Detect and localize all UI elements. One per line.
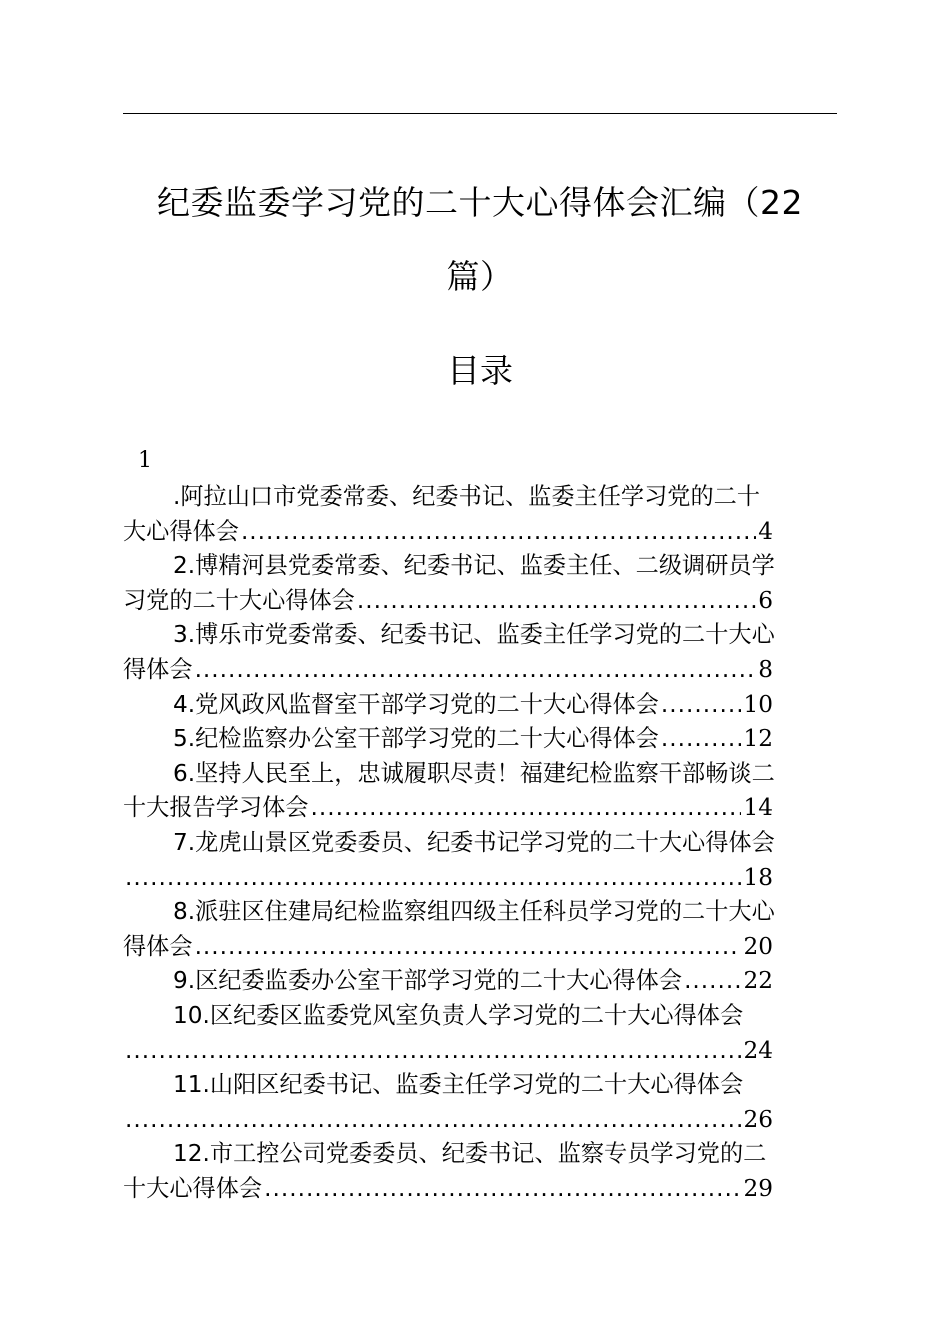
toc-entry[interactable] — [123, 757, 837, 826]
toc-entry-title: 11.山阳区纪委书记、监委主任学习党的二十大心得体会 — [173, 1071, 744, 1099]
dot-leader — [125, 1034, 741, 1069]
toc-page-number: 29 — [743, 1174, 773, 1202]
toc-entry-line-1 — [123, 549, 837, 584]
dot-leader — [125, 861, 741, 896]
toc-entry[interactable] — [123, 480, 837, 549]
dot-leader — [661, 688, 742, 723]
title-line-1: 纪委监委学习党的二十大心得体会汇编（22 — [157, 183, 803, 222]
toc-entry-title: 8.派驻区住建局纪检监察组四级主任科员学习党的二十大心 — [173, 898, 775, 926]
toc-entry-title: 2.博精河县党委常委、纪委书记、监委主任、二级调研员学 — [173, 552, 775, 580]
toc-entry[interactable] — [123, 722, 837, 757]
toc-entry-title: 6.坚持人民至上，忠诚履职尽责！福建纪检监察干部畅谈二 — [173, 759, 775, 787]
dot-leader — [311, 791, 742, 826]
header-rule — [123, 113, 837, 114]
toc-entry-line-2 — [123, 861, 773, 896]
dot-leader — [195, 930, 742, 965]
dot-leader — [195, 653, 757, 688]
toc-entry[interactable] — [123, 895, 837, 964]
toc-page-number: 26 — [743, 1105, 773, 1133]
toc-entry-line-2 — [123, 791, 773, 826]
dot-leader — [264, 1172, 741, 1207]
toc-entry-title: .阿拉山口市党委常委、纪委书记、监委主任学习党的二十 — [173, 483, 761, 510]
toc-page-number: 10 — [743, 690, 773, 718]
toc-entry[interactable] — [123, 1068, 837, 1137]
toc-entry-line-1 — [123, 688, 773, 723]
toc-entry-line-1 — [123, 757, 837, 792]
toc-page-number: 18 — [743, 863, 773, 891]
title-line-2: 篇） — [446, 257, 514, 296]
toc-entry[interactable] — [123, 688, 837, 723]
toc-entry-line-1 — [123, 826, 837, 861]
toc-entry-line-2 — [123, 1172, 773, 1207]
toc-page-number: 4 — [758, 517, 773, 545]
toc-entry-title: 10.区纪委区监委党风室负责人学习党的二十大心得体会 — [173, 1001, 744, 1029]
toc-entry-line-2 — [123, 584, 773, 619]
toc-entry-title: 4.党风政风监督室干部学习党的二十大心得体会 — [173, 690, 659, 718]
toc-entry-line-1 — [123, 999, 837, 1034]
toc-entry[interactable] — [123, 826, 837, 895]
toc-entry[interactable] — [123, 964, 837, 999]
toc-entry-title: 12.市工控公司党委委员、纪委书记、监察专员学习党的二 — [173, 1140, 767, 1168]
dot-leader — [684, 964, 741, 999]
toc-page-number: 20 — [743, 932, 773, 960]
toc-entry-line-2 — [123, 1034, 773, 1069]
toc-entry-line-1 — [123, 722, 773, 757]
toc-page-number: 24 — [743, 1036, 773, 1064]
toc-page-number: 12 — [743, 725, 773, 753]
toc-entry-line-2 — [123, 1103, 773, 1138]
toc-page-number: 14 — [743, 794, 773, 822]
toc-entry-title: 3.博乐市党委常委、纪委书记、监委主任学习党的二十大心 — [173, 621, 775, 649]
dot-leader — [357, 584, 756, 619]
toc-entry[interactable] — [123, 549, 837, 618]
toc-entry-title: 9.区纪委监委办公室干部学习党的二十大心得体会 — [173, 967, 683, 995]
toc-entry-line-2 — [123, 515, 773, 550]
toc-entry-title-continued: 习党的二十大心得体会 — [123, 586, 355, 614]
dot-leader — [241, 515, 756, 550]
toc-entry-title: 7.龙虎山景区党委委员、纪委书记学习党的二十大心得体会 — [173, 828, 775, 856]
toc-page-number: 8 — [758, 655, 773, 683]
toc-entry-line-1 — [123, 895, 837, 930]
toc-entry[interactable] — [123, 618, 837, 687]
toc-entry-line-2 — [123, 653, 773, 688]
toc-entry-title-continued: 十大报告学习体会 — [123, 794, 309, 822]
toc-entry-title-continued: 十大心得体会 — [123, 1174, 263, 1202]
toc-entry-line-2 — [123, 930, 773, 965]
table-of-contents — [123, 480, 837, 1206]
dot-leader — [661, 722, 742, 757]
toc-page-number: 22 — [743, 967, 773, 995]
toc-entry-line-1 — [123, 1137, 837, 1172]
toc-entry-line-1 — [123, 964, 773, 999]
toc-entry-line-1 — [123, 480, 837, 515]
toc-entry-line-1 — [123, 1068, 837, 1103]
toc-entry-line-1 — [123, 618, 837, 653]
toc-page-number: 6 — [758, 586, 773, 614]
toc-heading: 目录 — [447, 351, 513, 390]
toc-entry-title-continued: 大心得体会 — [123, 517, 239, 545]
toc-entry[interactable] — [123, 1137, 837, 1206]
toc-entry-title: 5.纪检监察办公室干部学习党的二十大心得体会 — [173, 725, 659, 753]
toc-entry[interactable] — [123, 999, 837, 1068]
toc-entry-title-continued: 得体会 — [123, 655, 193, 683]
dot-leader — [125, 1103, 741, 1138]
document-title — [123, 166, 837, 314]
toc-number-marker: 1 — [138, 448, 152, 473]
toc-entry-title-continued: 得体会 — [123, 932, 193, 960]
